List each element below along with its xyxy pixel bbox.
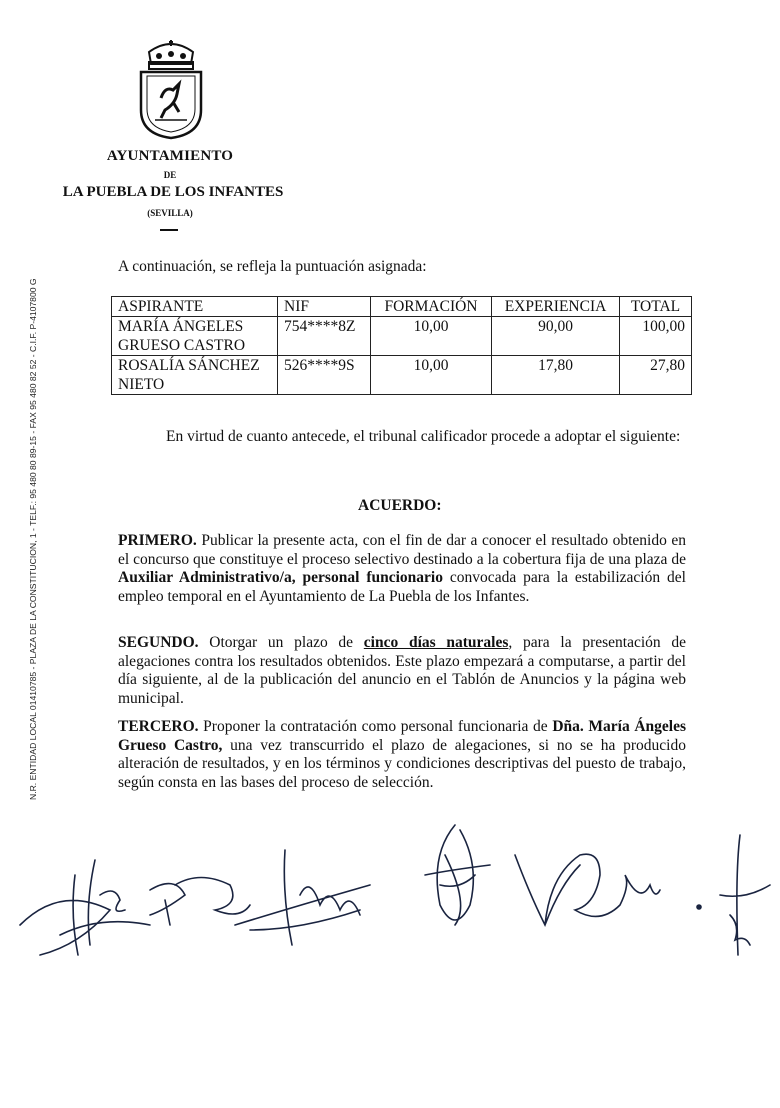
header-experiencia: EXPERIENCIA	[492, 297, 620, 317]
primero-text-b: convocada para la estabilización del empleo temporal en el Ayuntamiento de La Puebla de los Infantes.	[118, 569, 686, 605]
signature-5-icon	[515, 854, 660, 925]
table-row	[112, 317, 692, 356]
table-header-row	[112, 297, 692, 317]
header-municipio: LA PUEBLA DE LOS INFANTES	[62, 184, 284, 200]
table-row	[112, 356, 692, 395]
coat-of-arms-icon	[135, 40, 207, 140]
cell-formacion: 10,00	[371, 356, 492, 395]
primero-paragraph	[118, 532, 686, 606]
segundo-paragraph	[118, 634, 686, 708]
header-de: DE	[163, 170, 177, 180]
virtud-paragraph: En virtud de cuanto antecede, el tribunal calificador procede a adoptar el siguiente:	[166, 428, 681, 445]
segundo-text-a: Otorgar un plazo de	[198, 634, 364, 651]
tercero-paragraph	[118, 718, 686, 792]
cell-total: 100,00	[620, 317, 692, 356]
scores-table	[111, 296, 692, 395]
segundo-text-b: , para la presentación de alegaciones contra los resultados obtenidos. Este plazo empezará a computarse, a partir del día siguiente, al de la publicación del anuncio en el Tablón de Anuncios y la página web municipal.	[118, 634, 687, 707]
header-total: TOTAL	[620, 297, 692, 317]
signatures	[0, 815, 780, 995]
intro-text: A continuación, se refleja la puntuación asignada:	[118, 258, 427, 275]
tercero-text-b: una vez transcurrido el plazo de alegaciones, si no se ha producido alteración de resultados, y en los términos y condiciones descriptivas del puesto de trabajo, según consta en las bases del proceso de selección.	[118, 736, 686, 791]
cell-total: 27,80	[620, 356, 692, 395]
header-divider	[160, 229, 178, 231]
cell-aspirante	[112, 356, 278, 395]
tercero-text-a: Proponer la contratación como personal funcionaria de	[198, 718, 553, 735]
cell-nif: 526****9S	[278, 356, 371, 395]
primero-text-a: Publicar la presente acta, con el fin de dar a conocer el resultado obtenido en el concurso que constituye el proceso selectivo destinado a la cobertura fija de una plaza de	[118, 532, 686, 568]
acuerdo-heading: ACUERDO:	[358, 497, 442, 514]
cell-nif: 754****8Z	[278, 317, 371, 356]
signature-4-icon	[425, 825, 490, 925]
cell-aspirante	[112, 317, 278, 356]
tercero-label: TERCERO.	[118, 718, 199, 735]
aspirante-line1: ROSALÍA SÁNCHEZ	[118, 357, 260, 374]
signature-3-icon	[235, 850, 370, 945]
segundo-underlined: cinco días naturales	[363, 634, 509, 651]
tercero-bold: Dña. María Ángeles Grueso Castro,	[118, 718, 687, 754]
header-nif: NIF	[278, 297, 371, 317]
aspirante-line2: NIETO	[118, 376, 165, 393]
aspirante-line1: MARÍA ÁNGELES	[118, 318, 244, 335]
header-ayuntamiento: AYUNTAMIENTO	[106, 148, 234, 164]
cell-experiencia: 17,80	[492, 356, 620, 395]
header-aspirante: ASPIRANTE	[112, 297, 278, 317]
signature-6-icon	[697, 835, 770, 955]
primero-bold: Auxiliar Administrativo/a, personal funcionario	[118, 569, 443, 587]
cell-experiencia: 90,00	[492, 317, 620, 356]
side-address-text: N.R. ENTIDAD LOCAL 01410785 - PLAZA DE LA CONSTITUCION, 1 - TELF.: 95 480 80 89-15 - FAX 95 480 82 52 - C.I.F. P-4107800 G	[28, 278, 38, 800]
segundo-label: SEGUNDO.	[118, 634, 199, 651]
signature-2-icon	[150, 878, 250, 926]
primero-label: PRIMERO.	[118, 532, 197, 549]
cell-formacion: 10,00	[371, 317, 492, 356]
aspirante-line2: GRUESO CASTRO	[118, 337, 246, 354]
signature-1-icon	[20, 860, 150, 955]
header-formacion: FORMACIÓN	[371, 297, 492, 317]
header-provincia: (SEVILLA)	[147, 208, 193, 218]
